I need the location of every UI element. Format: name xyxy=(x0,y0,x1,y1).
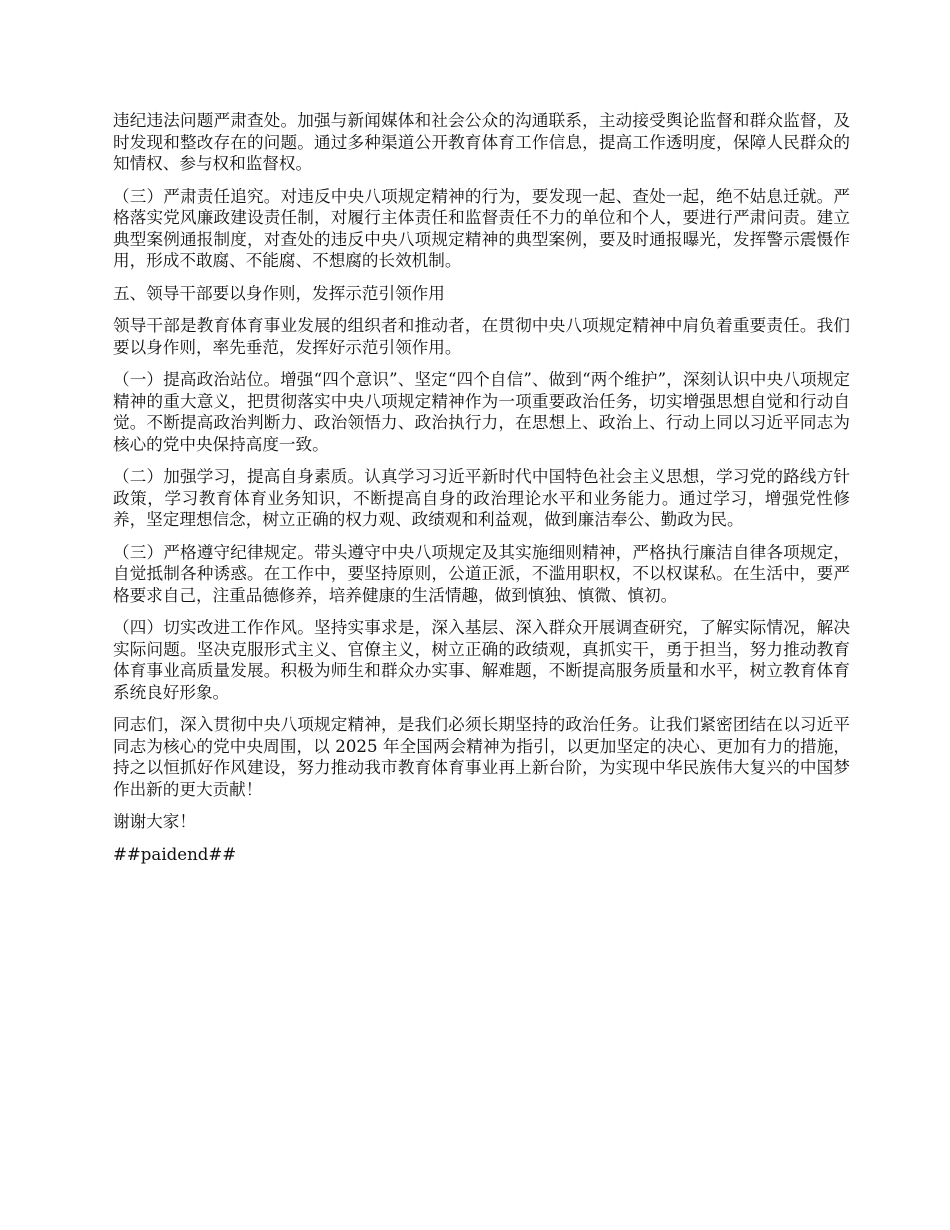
paragraph-accountability: （三）严肃责任追究。对违反中央八项规定精神的行为，要发现一起、查处一起，绝不姑息迁就。严格落实党风廉政建设责任制，对履行主体责任和监督责任不力的单位和个人，要进行严肃问责。建立典型案例通报制度，对查处的违反中央八项规定精神的典型案例，要及时通报曝光，发挥警示震慑作用，形成不敢腐、不能腐、不想腐的长效机制。 xyxy=(113,186,850,270)
paragraph-continuation: 违纪违法问题严肃查处。加强与新闻媒体和社会公众的沟通联系，主动接受舆论监督和群众监督，及时发现和整改存在的问题。通过多种渠道公开教育体育工作信息，提高工作透明度，保障人民群众的知情权、参与权和监督权。 xyxy=(113,111,850,173)
paragraph-study: （二）加强学习，提高自身素质。认真学习习近平新时代中国特色社会主义思想，学习党的路线方针政策，学习教育体育业务知识，不断提高自身的政治理论水平和业务能力。通过学习，增强党性修养，坚定理想信念，树立正确的权力观、政绩观和利益观，做到廉洁奉公、勤政为民。 xyxy=(113,467,850,529)
paragraph-discipline: （三）严格遵守纪律规定。带头遵守中央八项规定及其实施细则精神，严格执行廉洁自律各项规定，自觉抵制各种诱惑。在工作中，要坚持原则，公道正派，不滥用职权，不以权谋私。在生活中，要严格要求自己，注重品德修养，培养健康的生活情趣，做到慎独、慎微、慎初。 xyxy=(113,542,850,605)
paid-end-marker: ##paidend## xyxy=(113,844,237,864)
document-page xyxy=(113,110,850,865)
closing-thanks: 谢谢大家！ xyxy=(113,812,196,831)
paragraph-leaders-intro: 领导干部是教育体育事业发展的组织者和推动者，在贯彻中央八项规定精神中肩负着重要责任。我们要以身作则，率先垂范，发挥好示范引领作用。 xyxy=(113,316,850,357)
paragraph-political-stance: （一）提高政治站位。增强“四个意识”、坚定“四个自信”、做到“两个维护”，深刻认识中央八项规定精神的重大意义，把贯彻落实中央八项规定精神作为一项重要政治任务，切实增强思想自觉和行动自觉。不断提高政治判断力、政治领悟力、政治执行力，在思想上、政治上、行动上同以习近平同志为核心的党中央保持高度一致。 xyxy=(113,370,850,454)
paragraph-work-style: （四）切实改进工作作风。坚持实事求是，深入基层、深入群众开展调查研究，了解实际情况，解决实际问题。坚决克服形式主义、官僚主义，树立正确的政绩观，真抓实干，勇于担当，努力推动教育体育事业高质量发展。积极为师生和群众办实事、解难题，不断提高服务质量和水平，树立教育体育系统良好形象。 xyxy=(113,618,850,702)
section-heading-5: 五、领导干部要以身作则，发挥示范引领作用 xyxy=(113,283,445,303)
paragraph-conclusion: 同志们，深入贯彻中央八项规定精神，是我们必须长期坚持的政治任务。让我们紧密团结在以习近平同志为核心的党中央周围，以 2025 年全国两会精神为指引，以更加坚定的决心、更加有力的措施，持之以恒抓好作风建设，努力推动我市教育体育事业再上新台阶，为实现中华民族伟大复兴的中国梦作出新的更大贡献！ xyxy=(113,715,850,799)
